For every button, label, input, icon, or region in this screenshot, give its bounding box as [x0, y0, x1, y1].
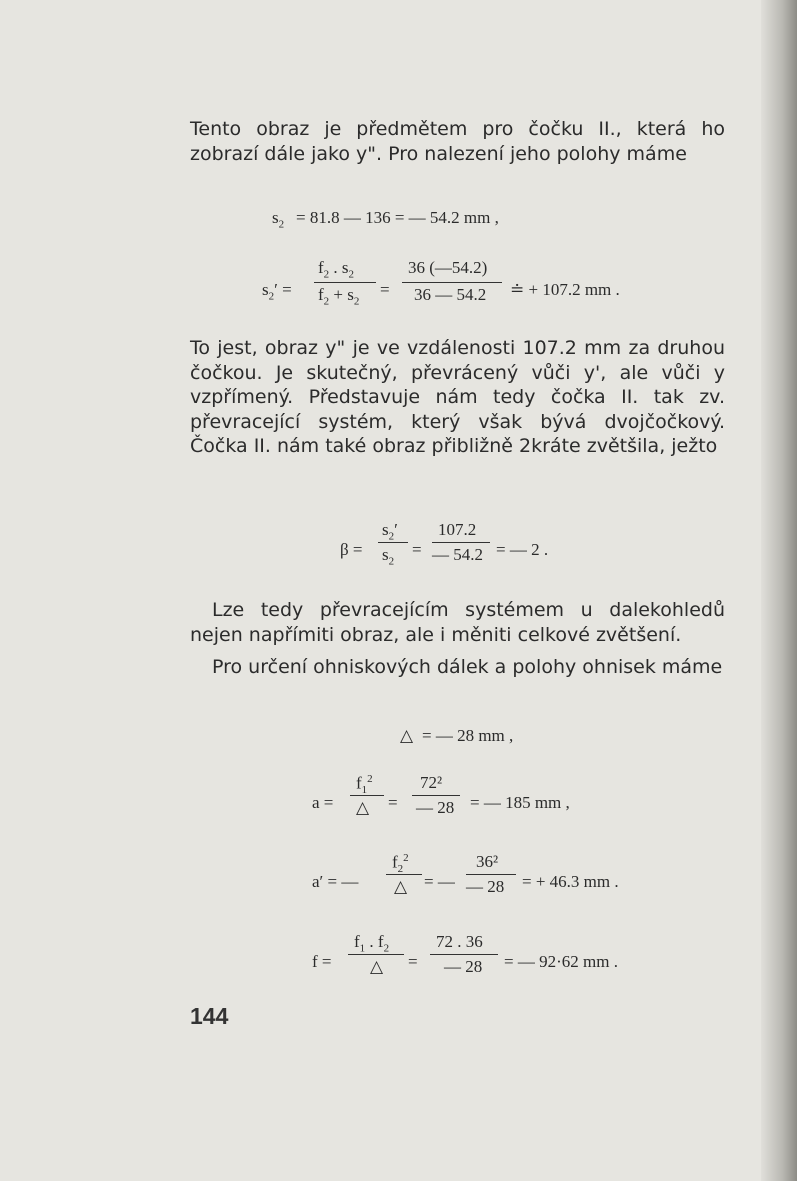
- eq5-result: = — 185 mm ,: [470, 793, 570, 812]
- eq6-num1: $f_2^2$: [392, 852, 409, 876]
- eq3-den1: $s_2$: [382, 545, 395, 568]
- eq5-num1: $f_1^2$: [356, 773, 373, 797]
- eq2-lhs: $s_2'$ =: [262, 280, 292, 303]
- eq3-num2: 107.2: [438, 520, 477, 539]
- eq7-num2: 72 . 36: [436, 932, 483, 951]
- eq7-result: = — 92·62 mm .: [504, 952, 618, 971]
- eq7-den2: — 28: [444, 957, 483, 976]
- eq7-fraction-line2: [430, 954, 498, 955]
- eq2-den1: $f_2 + s_2$: [318, 285, 360, 308]
- paragraph-conclusion: Lze tedy převracejícím systémem u dalekohledů nejen napřímiti obraz, ale i měniti celkové zvětšení.: [190, 599, 725, 646]
- eq3-fraction-line1: [378, 542, 408, 543]
- eq5-lhs: a =: [312, 793, 334, 812]
- eq7-equals: =: [408, 952, 418, 971]
- book-spine-shadow: [761, 0, 797, 1181]
- eq2-fraction-line2: [402, 282, 502, 283]
- eq4-value: = — 28 mm ,: [422, 726, 514, 745]
- eq1-rhs: = 81.8 — 136 = — 54.2 mm ,: [296, 208, 499, 227]
- eq3-lhs: β =: [340, 540, 363, 559]
- eq6-lhs: a′ = —: [312, 872, 359, 891]
- page-number: 144: [190, 1003, 229, 1029]
- eq3-result: = — 2 .: [496, 540, 549, 559]
- eq3-fraction-line2: [432, 542, 490, 543]
- eq6-num2: 36²: [476, 852, 499, 871]
- eq5-equals: =: [388, 793, 398, 812]
- eq7-fraction-line1: [348, 954, 404, 955]
- eq2-num1: $f_2$ . $s_2$: [318, 258, 355, 281]
- eq2-den2: 36 — 54.2: [414, 285, 487, 304]
- eq6-equals: = —: [424, 872, 455, 891]
- eq5-den2: — 28: [416, 798, 455, 817]
- paragraph-result: To jest, obraz y" je ve vzdálenosti 107.2 mm za druhou čočkou. Je skutečný, převrácený vůči y', ale vůči y vzpřímený. Představuje nám tedy čočka II. tak zv. převracející systém, který však bývá dvojčočkový. Čočka II. nám také obraz přibližně 2kráte zvětšila, ježto: [190, 337, 725, 457]
- paragraph-focal: Pro určení ohniskových dálek a polohy ohnisek máme: [212, 656, 723, 678]
- eq3-num1: $s_2'$: [382, 520, 398, 543]
- eq7-num1: $f_1$ . $f_2$: [354, 932, 390, 955]
- eq2-fraction-line1: [314, 282, 376, 283]
- eq6-fraction-line2: [466, 874, 516, 875]
- eq7-lhs: f =: [312, 952, 332, 971]
- eq5-den1-delta: △: [356, 798, 370, 817]
- paragraph-intro: Tento obraz je předmětem pro čočku II., která ho zobrazí dále jako y". Pro nalezení jeho polohy máme: [190, 118, 725, 165]
- eq1-lhs: $s_2$: [272, 208, 285, 231]
- eq5-fraction-line2: [412, 795, 460, 796]
- eq3-equals: =: [412, 540, 422, 559]
- eq5-fraction-line1: [350, 795, 384, 796]
- eq5-num2: 72²: [420, 773, 443, 792]
- eq6-den1-delta: △: [394, 877, 408, 896]
- eq2-result: ≐ + 107.2 mm .: [510, 280, 620, 299]
- eq2-num2: 36 (—54.2): [408, 258, 488, 277]
- eq6-den2: — 28: [466, 877, 505, 896]
- eq7-den1-delta: △: [370, 957, 384, 976]
- eq2-equals: =: [380, 280, 390, 299]
- eq3-den2: — 54.2: [432, 545, 483, 564]
- delta-symbol: △: [400, 726, 414, 745]
- eq6-result: = + 46.3 mm .: [522, 872, 619, 891]
- eq6-fraction-line1: [386, 874, 422, 875]
